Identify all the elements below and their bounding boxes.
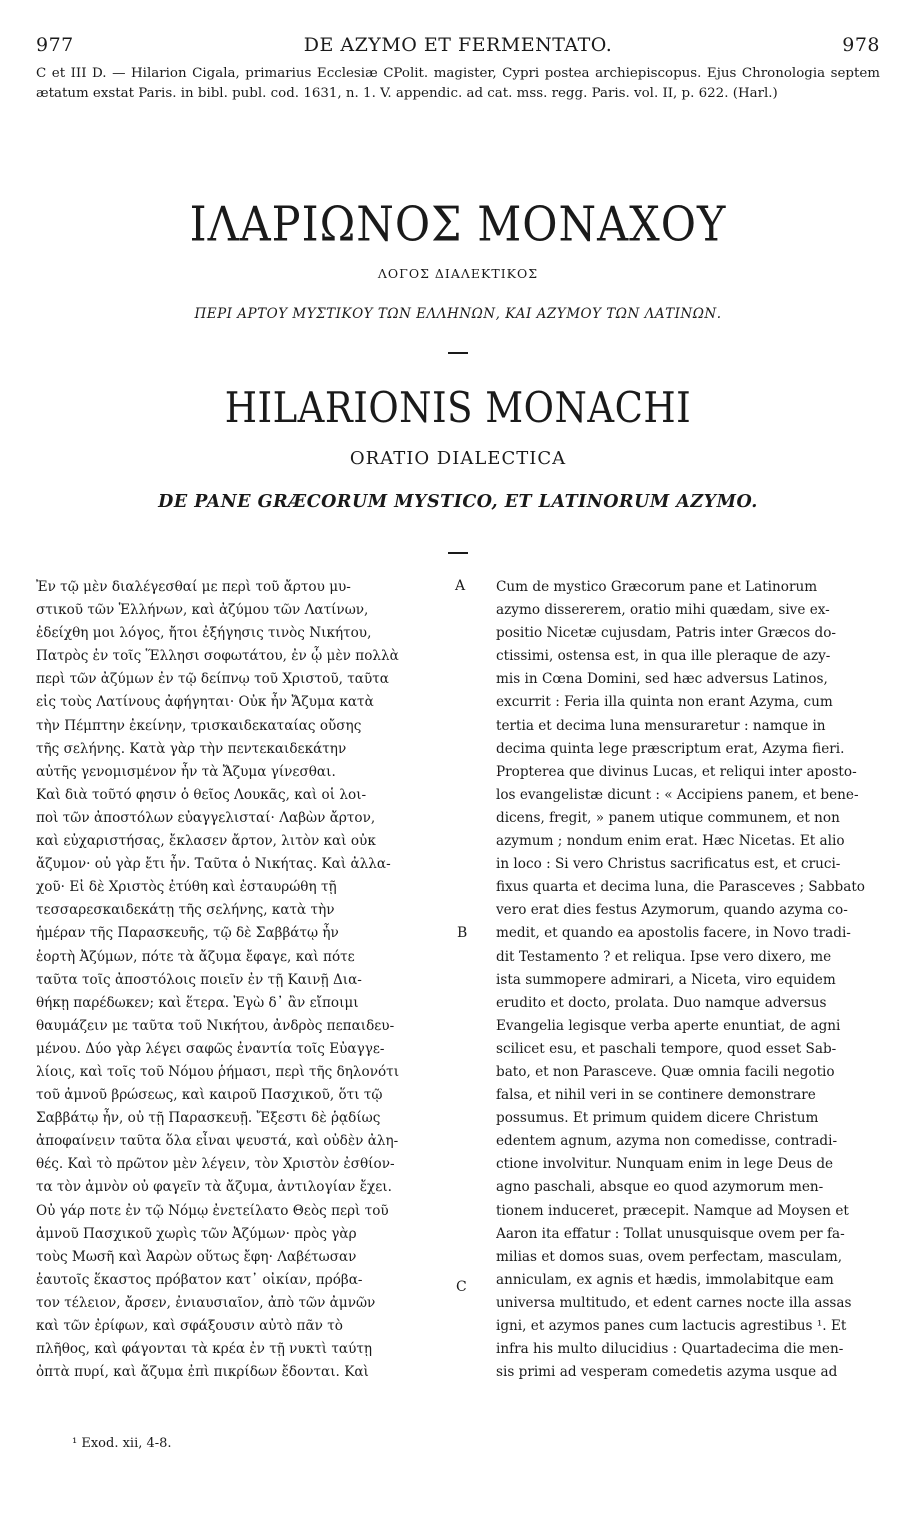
text-line: ista summopere admirari, a Niceta, viro equidem [496, 971, 836, 988]
text-line: πλῆθος, καὶ φάγονται τὰ κρέα ἐν τῇ νυκτὶ ταύτῃ [36, 1341, 373, 1358]
text-line: Cum de mystico Græcorum pane et Latinorum [496, 579, 818, 595]
text-line: τον τέλειον, ἄρσεν, ἐνιαυσιαῖον, ἀπὸ τῶν ἀμνῶν [36, 1294, 376, 1311]
greek-subtitle: ΛΟΓΟΣ ΔΙΑΛΕΚΤΙΚΟΣ [377, 266, 539, 281]
text-line: τῆς σελήνης. Κατὰ γὰρ τὴν πεντεκαιδεκάτην [36, 740, 347, 757]
text-line: agno paschali, absque eo quod azymorum men- [496, 1179, 824, 1196]
text-line: ἀμνοῦ Πασχικοῦ χωρὶς τῶν Ἀζύμων· πρὸς γὰρ [36, 1225, 357, 1242]
text-line: τοῦ ἀμνοῦ βρώσεως, καὶ καιροῦ Πασχικοῦ, ὅτι τῷ [36, 1087, 383, 1104]
text-line: universa multitudo, et edent carnes nocte illa assas [496, 1294, 852, 1311]
margin-marker-b: B [457, 925, 468, 941]
margin-marker-a: A [455, 578, 466, 594]
text-line: tertia et decima luna mensuraretur : namque in [496, 717, 826, 734]
text-line: bato, et non Parasceve. Quæ omnia facili negotio [496, 1063, 835, 1080]
text-line: tionem induceret, præcepit. Namque ad Moysen et [496, 1202, 849, 1219]
latin-column [496, 576, 880, 1384]
text-line: ctissimi, ostensa est, in qua ille pleraque de azy- [496, 648, 831, 665]
text-line: τα τὸν ἀμνὸν οὐ φαγεῖν τὰ ἄζυμα, ἀντιλογίαν ἔχει. [36, 1179, 392, 1196]
text-line: mis in Cœna Domini, sed hæc adversus Latinos, [496, 671, 828, 688]
text-line: dit Testamento ? et reliqua. Ipse vero dixero, me [496, 948, 832, 965]
text-line: ctione involvitur. Nunquam enim in lege Deus de [496, 1156, 834, 1173]
text-line: erudito et docto, prolata. Duo namque adversus [496, 994, 827, 1011]
text-line: vero erat dies festus Azymorum, quando azyma co- [496, 902, 848, 919]
text-line: in loco : Si vero Christus sacrificatus est, et cruci- [496, 856, 841, 873]
text-line: ἡμέραν τῆς Παρασκευῆς, τῷ δὲ Σαββάτῳ ἦν [36, 925, 339, 942]
text-line: τεσσαρεσκαιδεκάτῃ τῆς σελήνης, κατὰ τὴν [36, 902, 335, 919]
text-line: ἐδείχθη μοι λόγος, ἤτοι ἐξήγησις τινὸς Νικήτου, [36, 625, 372, 642]
text-line: sis primi ad vesperam comedetis azyma usque ad [496, 1364, 838, 1381]
text-line: ἀποφαίνειν ταῦτα ὅλα εἶναι ψευστά, καὶ οὐδὲν ἀλη- [36, 1133, 399, 1150]
running-title: DE AZYMO ET FERMENTATO. [303, 34, 613, 56]
text-line: falsa, et nihil veri in se continere demonstrare [496, 1087, 816, 1104]
text-line: περὶ τῶν ἀζύμων ἐν τῷ δείπνῳ τοῦ Χριστοῦ, ταῦτα [36, 671, 389, 688]
running-header [36, 34, 880, 56]
text-line: Καὶ διὰ τοῦτό φησιν ὁ θεῖος Λουκᾶς, καὶ οἱ λοι- [36, 786, 367, 803]
text-line: ἑαυτοῖς ἕκαστος πρόβατον κατ᾽ οἰκίαν, πρόβα- [36, 1271, 363, 1288]
text-line: Σαββάτῳ ἦν, οὐ τῇ Παρασκευῇ. Ἔξεστι δὲ ῥᾳδίως [36, 1110, 381, 1127]
text-line: Οὐ γάρ ποτε ἐν τῷ Νόμῳ ἐνετείλατο Θεὸς περὶ τοῦ [36, 1202, 389, 1219]
text-line: infra his multo dilucidius : Quartadecima die men- [496, 1341, 844, 1358]
text-line: igni, et azymos panes cum lactucis agrestibus ¹. Et [496, 1318, 847, 1334]
text-line: excurrit : Feria illa quinta non erant Azyma, cum [496, 694, 833, 711]
text-line: θαυμάζειν με ταῦτα τοῦ Νικήτου, ἀνδρὸς πεπαιδευ- [36, 1017, 395, 1034]
text-line: μένου. Δύο γὰρ λέγει σαφῶς ἐναντία τοῖς Εὐαγγε- [36, 1040, 385, 1057]
text-line: Evangelia legisque verba aperte enuntiat, de agni [496, 1017, 841, 1034]
margin-marker-c: C [456, 1279, 467, 1295]
text-line: χοῦ· Εἰ δὲ Χριστὸς ἐτύθη καὶ ἐσταυρώθη τῇ [36, 879, 337, 896]
text-line: θήκῃ παρέδωκεν; καὶ ἕτερα. Ἐγὼ δ᾽ ἂν εἴποιμι [36, 994, 359, 1011]
text-line: los evangelistæ dicunt : « Accipiens panem, et bene- [496, 786, 859, 803]
text-line: possumus. Et primum quidem dicere Christum [496, 1110, 819, 1127]
text-line: decima quinta lege præscriptum erat, Azyma fieri. [496, 740, 845, 757]
text-line: ἄζυμον· οὐ γὰρ ἔτι ἦν. Ταῦτα ὁ Νικήτας. Καὶ ἀλλα- [36, 856, 391, 873]
text-line: fixus quarta et decima luna, die Parasceves ; Sabbato [496, 879, 865, 896]
text-line: anniculam, ex agnis et hædis, immolabitque eam [496, 1271, 834, 1288]
text-line: καὶ τῶν ἐρίφων, καὶ σφάξουσιν αὐτὸ πᾶν τὸ [36, 1318, 343, 1334]
text-line: Propterea que divinus Lucas, et reliqui inter aposto- [496, 763, 857, 780]
divider-dash [448, 352, 468, 354]
text-line: positio Nicetæ cujusdam, Patris inter Græcos do- [496, 625, 837, 642]
latin-subtitle-2: DE PANE GRÆCORUM MYSTICO, ET LATINORUM AZYMO. [158, 492, 758, 512]
text-line: dicens, fregit, » panem utique communem, et non [496, 809, 840, 826]
text-line: στικοῦ τῶν Ἑλλήνων, καὶ ἀζύμου τῶν Λατίνων, [36, 602, 369, 619]
greek-column [36, 576, 454, 1384]
text-line: τοὺς Μωσῆ καὶ Ἀαρὼν οὕτως ἔφη· Λαβέτωσαν [36, 1248, 357, 1265]
footnote: ¹ Exod. xii, 4-8. [72, 1436, 172, 1451]
latin-title: HILARIONIS MONACHI [224, 382, 692, 433]
text-line: ταῦτα τοῖς ἀποστόλοις ποιεῖν ἐν τῇ Καινῇ Δια- [36, 971, 362, 988]
text-line: edentem agnum, azyma non comedisse, contradi- [496, 1133, 838, 1150]
text-line: λίοις, καὶ τοῖς τοῦ Νόμου ῥήμασι, περὶ τῆς δηλονότι [36, 1063, 400, 1080]
text-line: ἑορτὴ Ἀζύμων, πότε τὰ ἄζυμα ἔφαγε, καὶ πότε [36, 948, 355, 965]
intro-note: C et III D. — Hilarion Cigala, primarius Ecclesiæ CPolit. magister, Cypri postea archiepiscopus. Ejus Chronologia septem ætatum exstat Paris. in bibl. publ. cod. 1631, n. 1. V. appendic. ad cat. mss. regg. Paris. vol. II, p. 622. (Harl.) [36, 66, 880, 101]
divider-dash [448, 552, 468, 554]
text-line: αὐτῆς γενομισμένον ἦν τὰ Ἄζυμα γίνεσθαι. [36, 763, 336, 780]
text-line: azymo dissererem, oratio mihi quædam, sive ex- [496, 602, 830, 619]
latin-subtitle: ORATIO DIALECTICA [349, 448, 567, 469]
text-line: Πατρὸς ἐν τοῖς Ἕλλησι σοφωτάτου, ἐν ᾧ μὲν πολλὰ [36, 648, 399, 665]
text-line: θές. Καὶ τὸ πρῶτον μὲν λέγειν, τὸν Χριστὸν ἐσθίον- [36, 1156, 395, 1173]
text-line: Aaron ita effatur : Tollat unusquisque ovem per fa- [496, 1225, 845, 1242]
text-line: ποὶ τῶν ἀποστόλων εὐαγγελισταί· Λαβὼν ἄρτον, [36, 809, 376, 826]
text-line: medit, et quando ea apostolis facere, in Novo tradi- [496, 925, 851, 942]
greek-title: ΙΛΑΡΙΩΝΟΣ ΜΟΝΑΧΟΥ [189, 197, 727, 253]
text-line: Ἐν τῷ μὲν διαλέγεσθαί με περὶ τοῦ ἄρτου μυ- [36, 579, 351, 595]
text-line: azymum ; nondum enim erat. Hæc Nicetas. Et alio [496, 833, 845, 850]
page-number-right: 978 [842, 34, 880, 56]
page-number-left: 977 [36, 34, 74, 56]
text-line: εἰς τοὺς Λατίνους ἀφήγηται· Οὐκ ἦν Ἄζυμα κατὰ [36, 694, 374, 711]
greek-subtitle-2: ΠΕΡΙ ΑΡΤΟΥ ΜΥΣΤΙΚΟΥ ΤΩΝ ΕΛΛΗΝΩΝ, ΚΑΙ ΑΖΥΜΟΥ ΤΩΝ ΛΑΤΙΝΩΝ. [194, 306, 722, 322]
text-line: καὶ εὐχαριστήσας, ἔκλασεν ἄρτον, λιτὸν καὶ οὐκ [36, 833, 376, 850]
text-line: ὀπτὰ πυρί, καὶ ἄζυμα ἐπὶ πικρίδων ἔδονται. Καὶ [36, 1364, 369, 1381]
text-line: milias et domos suas, ovem perfectam, masculam, [496, 1248, 843, 1265]
text-line: τὴν Πέμπτην ἐκείνην, τρισκαιδεκαταίας οὔσης [36, 717, 362, 734]
text-line: scilicet esu, et paschali tempore, quod esset Sab- [496, 1040, 837, 1057]
